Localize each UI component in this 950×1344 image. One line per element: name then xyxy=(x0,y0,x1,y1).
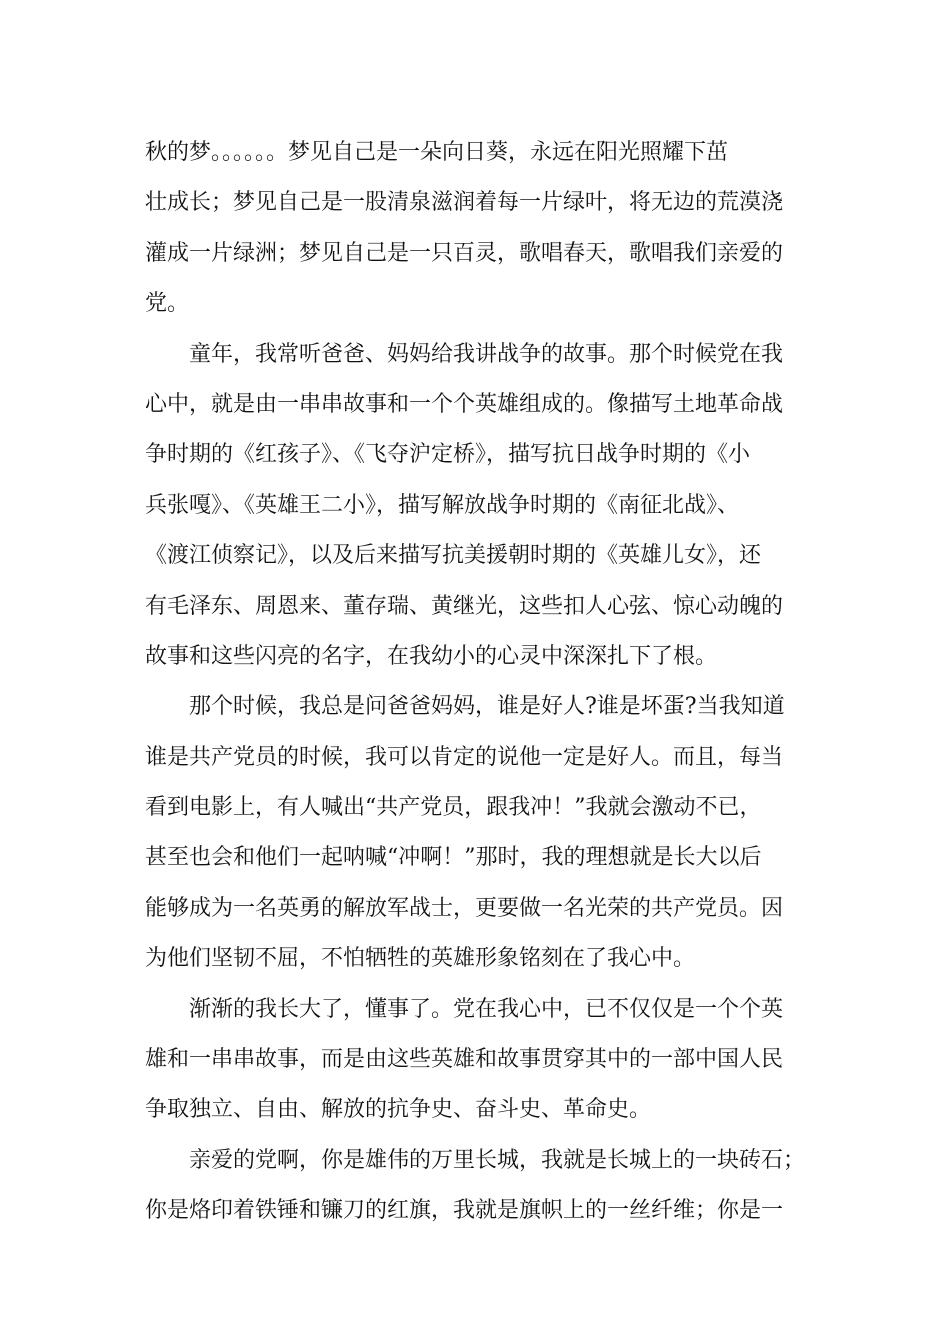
paragraph-3 xyxy=(145,682,825,984)
text-line: 兵张嘎》、《英雄王二小》，描写解放战争时期的《南征北战》、 xyxy=(145,492,740,518)
text-line: 为他们坚韧不屈，不怕牺牲的英雄形象铭刻在了我心中。 xyxy=(145,946,696,972)
text-line: 雄和一串串故事，而是由这些英雄和故事贯穿其中的一部中国人民 xyxy=(145,1047,784,1073)
paragraph-5 xyxy=(145,1136,825,1237)
text-line: 看到电影上，有人喊出“共产党员，跟我冲！”我就会激动不已， xyxy=(145,795,762,821)
text-line: 甚至也会和他们一起呐喊“冲啊！”那时，我的理想就是长大以后 xyxy=(145,845,762,871)
text-line: 《渡江侦察记》，以及后来描写抗美援朝时期的《英雄儿女》，还 xyxy=(145,543,762,569)
text-line: 争时期的《红孩子》、《飞夺沪定桥》，描写抗日战争时期的《小 xyxy=(145,442,751,468)
text-line: 心中，就是由一串串故事和一个个英雄组成的。像描写土地革命战 xyxy=(145,391,784,417)
text-line: 渐渐的我长大了，懂事了。党在我心中，已不仅仅是一个个英 xyxy=(145,996,784,1022)
text-line: 亲爱的党啊，你是雄伟的万里长城，我就是长城上的一块砖石； xyxy=(145,1147,806,1173)
text-line: 谁是共产党员的时候，我可以肯定的说他一定是好人。而且，每当 xyxy=(145,744,784,770)
text-line: 壮成长；梦见自己是一股清泉滋润着每一片绿叶，将无边的荒漠浇 xyxy=(145,190,784,216)
text-line: 有毛泽东、周恩来、董存瑞、黄继光，这些扣人心弦、惊心动魄的 xyxy=(145,593,784,619)
text-line: 那个时候，我总是问爸爸妈妈，谁是好人?谁是坏蛋?当我知道 xyxy=(145,694,785,720)
text-line: 灌成一片绿洲；梦见自己是一只百灵，歌唱春天，歌唱我们亲爱的 xyxy=(145,240,784,266)
paragraph-1 xyxy=(145,128,825,330)
text-line: 秋的梦。。。。。。梦见自己是一朵向日葵，永远在阳光照耀下茁 xyxy=(145,140,729,165)
text-line: 党。 xyxy=(145,291,190,317)
text-line: 你是烙印着铁锤和镰刀的红旗，我就是旗帜上的一丝纤维；你是一 xyxy=(145,1198,784,1224)
text-line: 故事和这些闪亮的名字，在我幼小的心灵中深深扎下了根。 xyxy=(145,643,718,669)
paragraph-4 xyxy=(145,985,825,1136)
text-line: 争取独立、自由、解放的抗争史、奋斗史、革命史。 xyxy=(145,1097,652,1123)
text-line: 童年，我常听爸爸、妈妈给我讲战争的故事。那个时候党在我 xyxy=(145,341,784,367)
text-line: 能够成为一名英勇的解放军战士，更要做一名光荣的共产党员。因 xyxy=(145,895,784,921)
paragraph-2 xyxy=(145,330,825,683)
body-text xyxy=(145,128,825,1237)
